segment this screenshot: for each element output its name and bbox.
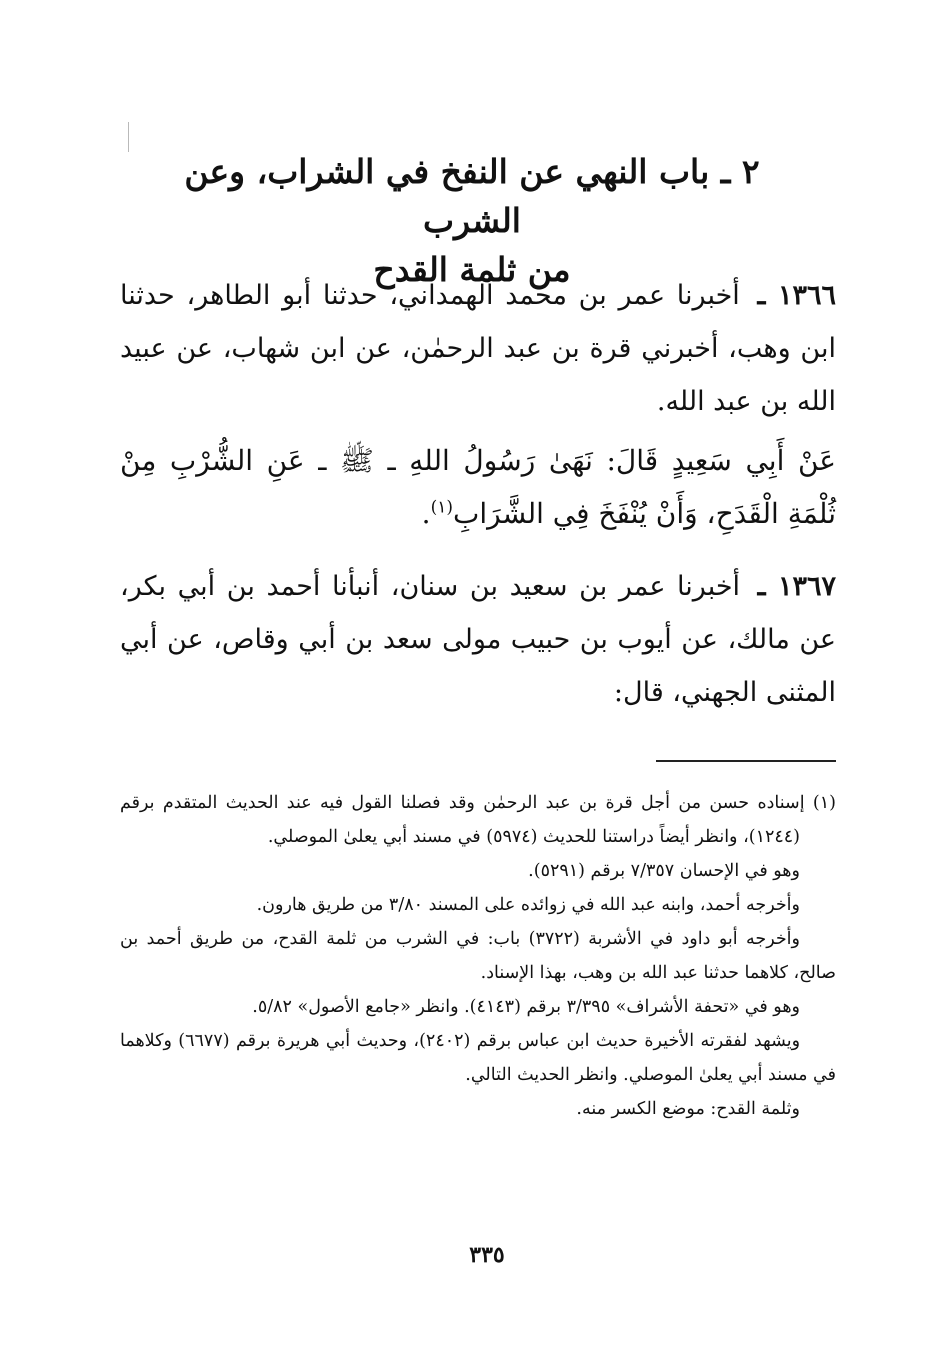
footnote-paragraph: وهو في «تحفة الأشراف» ٣/٣٩٥ برقم (٤١٤٣). وانظر «جامع الأصول» ٥/٨٢. (252, 997, 800, 1017)
page-number: ٣٣٥ (469, 1242, 505, 1268)
footnote-text: إسناده حسن من أجل قرة بن عبد الرحمٰن وقد فصلنا القول فيه عند الحديث المتقدم برقم (١٢٤٤)، وانظر أيضاً دراستنا للحديث (٥٩٧٤) في مسند أبي يعلىٰ الموصلي. (120, 793, 805, 847)
footnote-reference[interactable]: (١) (430, 497, 453, 518)
footnote-paragraph: وأخرجه أبو داود في الأشربة (٣٧٢٢) باب: في الشرب من ثلمة القدح، من طريق أحمد بن صالح، كلاهما حدثنا عبد الله بن وهب، بهذا الإسناد. (120, 929, 836, 983)
footnote-paragraph: ويشهد لفقرته الأخيرة حديث ابن عباس برقم (٢٤٠٢)، وحديث أبي هريرة برقم (٦٦٧٧) وكلاهما في مسند أبي يعلىٰ الموصلي. وانظر الحديث التالي. (120, 1031, 836, 1085)
footnote-1 (120, 786, 836, 854)
chapter-title-line-1: ٢ ـ باب النهي عن النفخ في الشراب، وعن الشرب (184, 152, 760, 240)
hadith-isnad: أخبرنا عمر بن محمد الهمداني، حدثنا أبو الطاهر، حدثنا ابن وهب، أخبرني قرة بن عبد الرحمٰن، عن ابن شهاب، عن عبيد الله بن عبد الله. (120, 280, 836, 417)
hadith-number: ١٣٦٦ ـ (757, 280, 837, 311)
matn-end-punctuation: . (421, 497, 431, 530)
footnote-paragraph: وأخرجه أحمد، وابنه عبد الله في زوائده على المسند ٣/٨٠ من طريق هارون. (256, 895, 800, 915)
hadith-number: ١٣٦٧ ـ (757, 571, 836, 602)
footnote-marker: (١) (812, 793, 836, 813)
hadith-1366-matn (120, 434, 836, 540)
chapter-title-line-2: من ثلمة القدح (373, 250, 571, 289)
margin-mark (128, 122, 129, 152)
footnote-divider (656, 760, 836, 762)
hadith-1367 (120, 560, 836, 719)
hadith-1366 (120, 269, 836, 428)
hadith-matn: عَنْ أَبِي سَعِيدٍ قَالَ: نَهَىٰ رَسُولُ اللهِ ـ ﷺ ـ عَنِ الشُّرْبِ مِنْ ثُلْمَةِ الْقَدَحِ، وَأَنْ يُنْفَخَ فِي الشَّرَابِ (120, 444, 836, 530)
hadith-isnad: أخبرنا عمر بن سعيد بن سنان، أنبأنا أحمد بن أبي بكر، عن مالك، عن أيوب بن حبيب مولى سعد بن أبي وقاص، عن أبي المثنى الجهني، قال: (120, 571, 836, 708)
footnote-paragraph: وثلمة القدح: موضع الكسر منه. (576, 1099, 800, 1119)
footnote-paragraph: وهو في الإحسان ٧/٣٥٧ برقم (٥٢٩١). (528, 861, 800, 881)
footnotes-section (120, 786, 836, 1126)
